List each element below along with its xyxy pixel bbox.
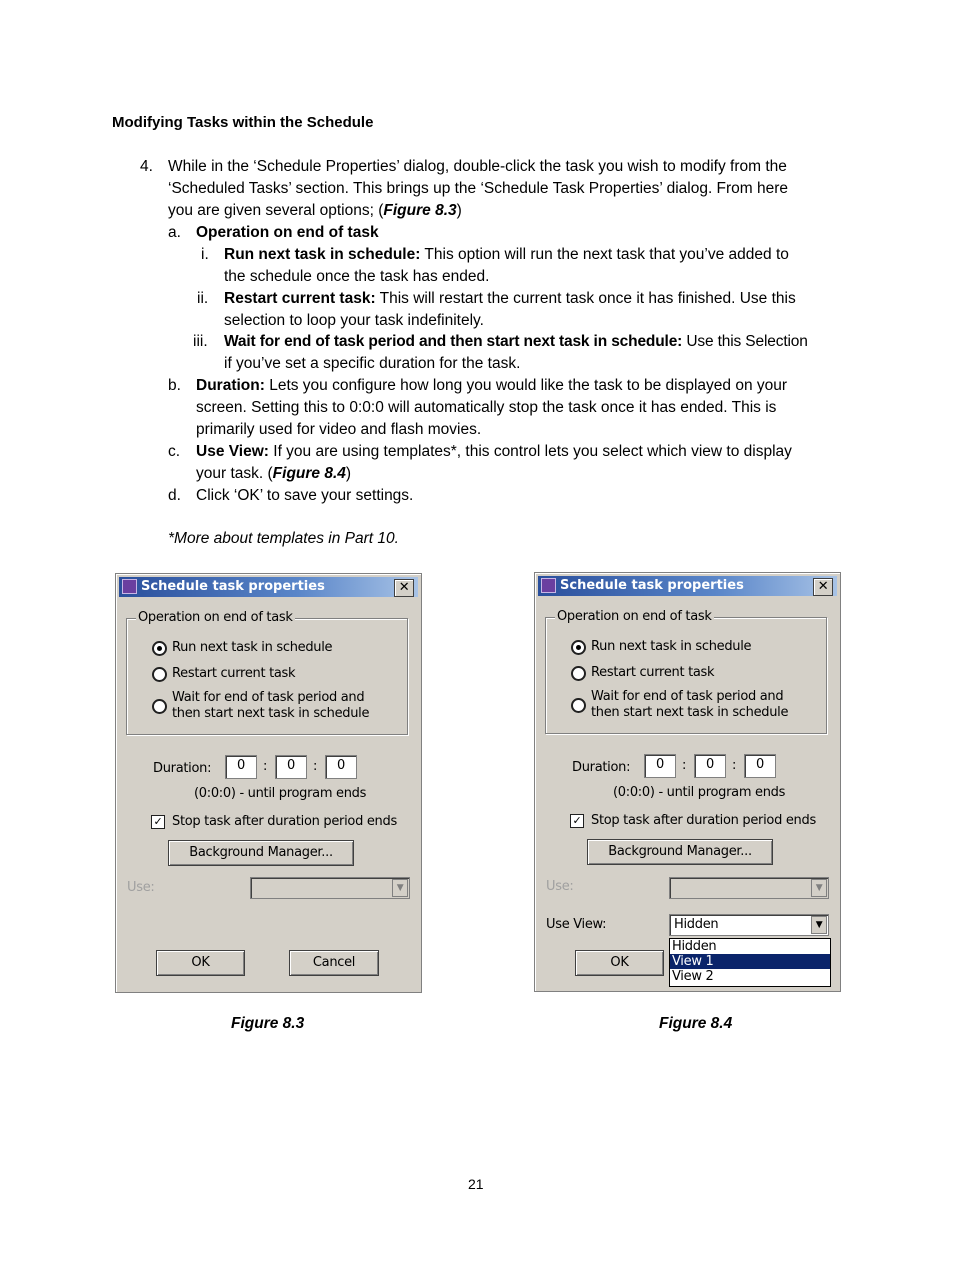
use-select[interactable] (669, 877, 829, 899)
duration-hint: (0:0:0) - until program ends (194, 786, 367, 801)
duration-separator: : (313, 759, 318, 774)
background-manager-button[interactable]: Background Manager... (168, 840, 354, 866)
page-number: 21 (468, 1176, 484, 1192)
ok-button[interactable]: OK (156, 950, 245, 976)
dialog-title: Schedule task properties (560, 578, 744, 593)
duration-separator: : (263, 759, 268, 774)
item-a-marker: a. (168, 224, 181, 241)
duration-hours-input[interactable]: 0 (644, 754, 676, 778)
duration-separator: : (682, 758, 687, 773)
item-c-marker: c. (168, 443, 181, 460)
radio-run-next-label: Run next task in schedule (172, 640, 333, 655)
duration-label: Duration: (153, 761, 212, 776)
app-icon (541, 578, 556, 593)
close-button[interactable]: ✕ (813, 578, 833, 596)
duration-hint: (0:0:0) - until program ends (613, 785, 786, 800)
duration-minutes-input[interactable]: 0 (275, 755, 307, 779)
ok-button[interactable]: OK (575, 950, 664, 976)
close-button[interactable]: ✕ (394, 579, 414, 597)
sub-i-line-1: Run next task in schedule: This option will run the next task that you’ve added to (224, 246, 789, 263)
sub-ii-marker: ii. (197, 290, 209, 307)
use-view-option-hidden[interactable]: Hidden (672, 939, 717, 954)
stop-task-label: Stop task after duration period ends (591, 813, 816, 828)
duration-label: Duration: (572, 760, 631, 775)
use-view-value: Hidden (674, 917, 719, 932)
cancel-button[interactable]: Cancel (289, 950, 379, 976)
radio-run-next[interactable] (152, 641, 167, 656)
item-a-label: Operation on end of task (196, 224, 379, 241)
item-c-line-2: your task. (Figure 8.4) (196, 465, 352, 482)
schedule-task-properties-dialog-use-view (534, 572, 841, 992)
radio-wait-end-label-1: Wait for end of task period and (172, 690, 365, 705)
figure-ref: Figure 8.4 (272, 465, 346, 482)
radio-run-next-label: Run next task in schedule (591, 639, 752, 654)
step-text-line-1: While in the ‘Schedule Properties’ dialog, double-click the task you wish to modify from the (168, 158, 787, 175)
caption-figure-8-3: Figure 8.3 (231, 1015, 305, 1032)
sub-iii-line-2: if you’ve set a specific duration for the task. (224, 355, 521, 372)
radio-wait-end-label-2: then start next task in schedule (172, 706, 370, 721)
chevron-down-icon: ▼ (811, 879, 827, 897)
stop-task-checkbox[interactable]: ✓ (570, 814, 584, 828)
step-text-line-2: ‘Scheduled Tasks’ section. This brings up the ‘Schedule Task Properties’ dialog. From here (168, 180, 789, 197)
radio-wait-end-label-2: then start next task in schedule (591, 705, 789, 720)
duration-seconds-input[interactable]: 0 (744, 754, 776, 778)
stop-task-checkbox[interactable]: ✓ (151, 815, 165, 829)
item-d-text: Click ‘OK’ to save your settings. (196, 487, 414, 504)
use-label: Use: (546, 879, 574, 894)
duration-minutes-input[interactable]: 0 (694, 754, 726, 778)
radio-restart-current[interactable] (571, 666, 586, 681)
schedule-task-properties-dialog (115, 573, 422, 993)
duration-hours-input[interactable]: 0 (225, 755, 257, 779)
use-view-select[interactable] (669, 914, 829, 936)
dialog-titlebar (119, 577, 418, 597)
chevron-down-icon: ▼ (392, 879, 408, 897)
background-manager-button[interactable]: Background Manager... (587, 839, 773, 865)
use-view-option-view-1[interactable]: View 1 (670, 954, 830, 969)
section-heading: Modifying Tasks within the Schedule (112, 114, 374, 131)
item-d-marker: d. (168, 487, 181, 504)
step-number: 4. (140, 158, 153, 175)
item-c-line-1: Use View: If you are using templates*, this control lets you select which view to display (196, 443, 792, 460)
radio-restart-current-label: Restart current task (172, 666, 296, 681)
use-view-dropdown-list (669, 938, 831, 987)
use-label: Use: (127, 880, 155, 895)
use-select[interactable] (250, 877, 410, 899)
radio-run-next[interactable] (571, 640, 586, 655)
chevron-down-icon[interactable]: ▼ (811, 916, 827, 934)
stop-task-label: Stop task after duration period ends (172, 814, 397, 829)
operation-group-label: Operation on end of task (138, 610, 293, 625)
sub-iii-line-1: Wait for end of task period and then start next task in schedule: Use this Selection (224, 333, 808, 350)
sub-i-marker: i. (201, 246, 209, 263)
duration-seconds-input[interactable]: 0 (325, 755, 357, 779)
item-b-line-1: Duration: Lets you configure how long you would like the task to be displayed on your (196, 377, 788, 394)
radio-wait-end-label-1: Wait for end of task period and (591, 689, 784, 704)
templates-note: *More about templates in Part 10. (168, 530, 399, 547)
caption-figure-8-4: Figure 8.4 (659, 1015, 733, 1032)
figure-ref: Figure 8.3 (383, 202, 457, 219)
sub-i-line-2: the schedule once the task has ended. (224, 268, 490, 285)
item-b-line-2: screen. Setting this to 0:0:0 will automatically stop the task once it has ended. This is (196, 399, 777, 416)
duration-separator: : (732, 758, 737, 773)
sub-ii-line-1: Restart current task: This will restart the current task once it has finished. Use this (224, 290, 796, 307)
app-icon (122, 579, 137, 594)
item-b-marker: b. (168, 377, 181, 394)
dialog-titlebar (538, 576, 837, 596)
use-view-option-view-2[interactable]: View 2 (672, 969, 714, 984)
step-text-line-3: you are given several options; (Figure 8.3) (168, 202, 462, 219)
radio-restart-current-label: Restart current task (591, 665, 715, 680)
radio-wait-end[interactable] (152, 699, 167, 714)
dialog-title: Schedule task properties (141, 579, 325, 594)
item-b-line-3: primarily used for video and flash movies. (196, 421, 482, 438)
sub-ii-line-2: selection to loop your task indefinitely. (224, 312, 484, 329)
use-view-label: Use View: (546, 917, 607, 932)
operation-group-label: Operation on end of task (557, 609, 712, 624)
radio-wait-end[interactable] (571, 698, 586, 713)
radio-restart-current[interactable] (152, 667, 167, 682)
sub-iii-marker: iii. (193, 333, 208, 350)
